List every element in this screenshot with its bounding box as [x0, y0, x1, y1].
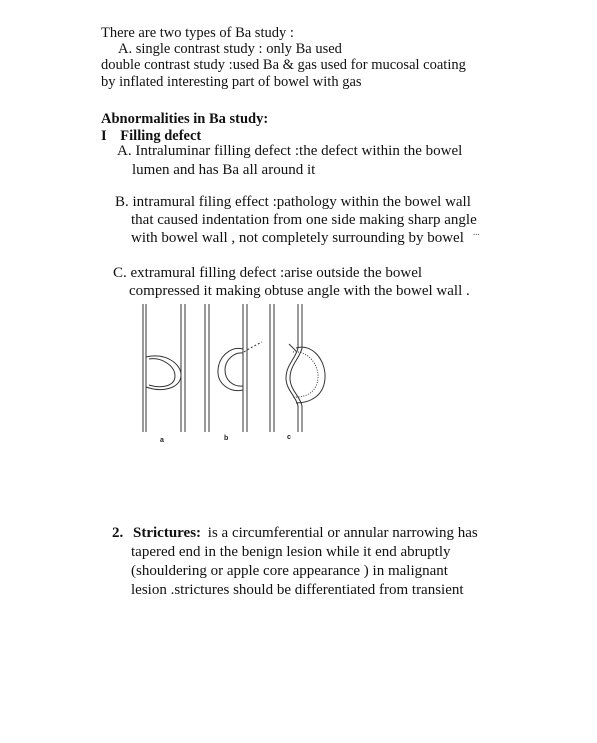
- intro-line-3: double contrast study :used Ba & gas used for mucosal coating: [101, 57, 466, 73]
- section-1-title: Filling defect: [120, 128, 202, 144]
- item-a-line-1: A. Intraluminar filling defect :the defect within the bowel: [117, 143, 463, 159]
- abnormalities-heading: Abnormalities in Ba study:: [101, 111, 269, 127]
- section-2-line-3: (shouldering or apple core appearance ) in malignant: [131, 563, 448, 579]
- item-b-trailing-dots: ...: [473, 227, 480, 237]
- figure-label-c: c: [287, 434, 291, 441]
- section-2-number: 2.: [112, 525, 124, 541]
- section-2-line-1-text: is a circumferential or annular narrowing has: [207, 525, 478, 541]
- section-2-line-4: lesion .strictures should be differentiated from transient: [131, 582, 464, 598]
- figure-label-b: b: [224, 435, 229, 442]
- figure-label-a: a: [160, 437, 164, 444]
- item-b-line-1: B. intramural filing effect :pathology within the bowel wall: [115, 194, 471, 210]
- section-1-number: I: [101, 128, 107, 144]
- figure-c-extramural: [270, 304, 325, 432]
- section-2-line-1: [112, 526, 478, 541]
- section-2-title: Strictures:: [133, 525, 202, 541]
- figure-a-intraluminal: [143, 304, 185, 432]
- item-b-line-3: with bowel wall , not completely surrounding by bowel: [131, 230, 464, 246]
- intro-line-2: A. single contrast study : only Ba used: [118, 41, 342, 57]
- figure-b-intramural: [205, 304, 262, 432]
- item-a-line-2: lumen and has Ba all around it: [132, 162, 316, 178]
- item-b-line-2: that caused indentation from one side making sharp angle: [131, 212, 477, 228]
- item-c-line-1: C. extramural filling defect :arise outside the bowel: [113, 265, 423, 281]
- section-2-line-2: tapered end in the benign lesion while it end abruptly: [131, 544, 451, 560]
- intro-line-1: There are two types of Ba study :: [101, 25, 294, 41]
- intro-line-4: by inflated interesting part of bowel with gas: [101, 74, 362, 90]
- item-c-line-2: compressed it making obtuse angle with the bowel wall .: [129, 283, 470, 299]
